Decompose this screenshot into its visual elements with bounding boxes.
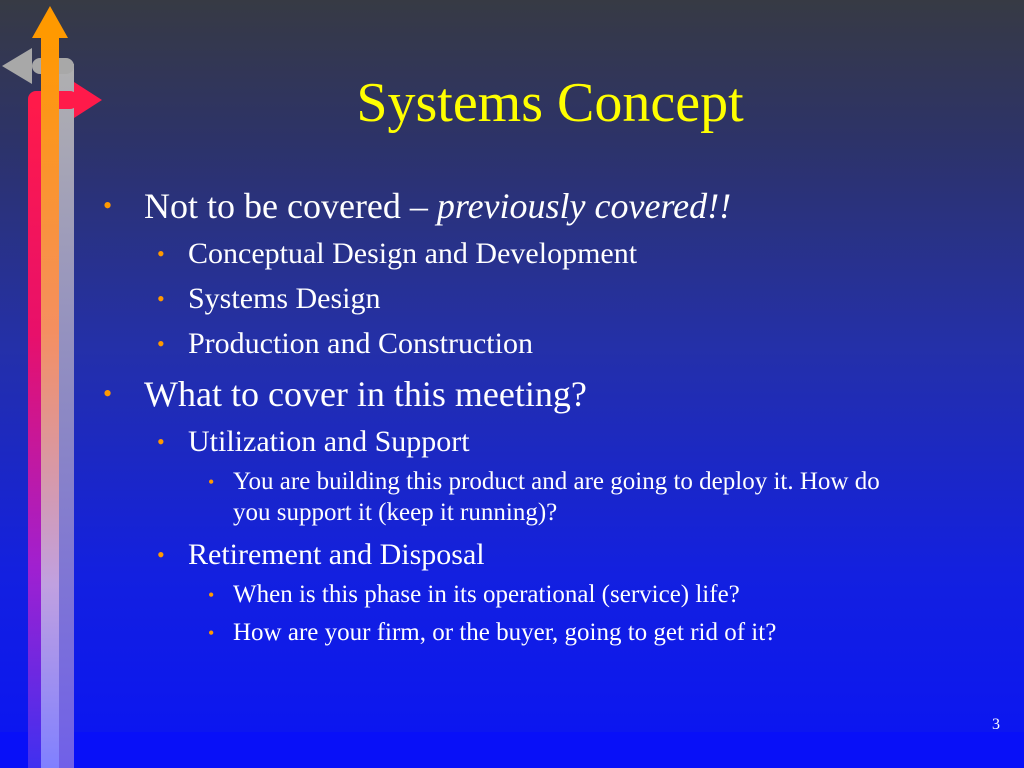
bullet-1-marker: •: [103, 191, 113, 220]
bullet-2-1: Utilization and Support: [188, 425, 470, 458]
slide-title: Systems Concept: [356, 72, 744, 134]
bullet-2-marker: •: [103, 379, 113, 408]
bullet-1-1-marker: •: [157, 241, 165, 266]
page-number: 3: [992, 716, 1000, 733]
arrow-decoration: [0, 0, 113, 768]
bullet-2: What to cover in this meeting?: [144, 374, 587, 414]
bullet-2-1-1-line-2: you support it (keep it running)?: [233, 499, 558, 526]
bullet-2-2-2: How are your firm, or the buyer, going to get rid of it?: [233, 619, 777, 646]
bullet-2-2: Retirement and Disposal: [188, 538, 485, 571]
bullet-2-1-1-line-1: You are building this product and are going to deploy it. How do: [233, 468, 880, 495]
bullet-1-2: Systems Design: [188, 282, 381, 315]
bullet-2-1-1-marker: •: [208, 472, 215, 492]
bullet-2-1-marker: •: [157, 429, 165, 454]
bullet-1-1: Conceptual Design and Development: [188, 237, 638, 270]
bullet-1-text: Not to be covered –: [144, 186, 437, 226]
bullet-1-2-marker: •: [157, 286, 165, 311]
bullet-1: [144, 186, 731, 226]
bottom-band: [0, 732, 1024, 768]
bullet-2-2-marker: •: [157, 542, 165, 567]
bullet-1-3-marker: •: [157, 331, 165, 356]
bullet-1-3: Production and Construction: [188, 327, 533, 360]
bullet-2-2-1: When is this phase in its operational (service) life?: [233, 581, 740, 608]
bullet-1-emphasis: previously covered!!: [436, 186, 732, 226]
bullet-2-2-2-marker: •: [208, 623, 215, 643]
bullet-2-2-1-marker: •: [208, 585, 215, 605]
